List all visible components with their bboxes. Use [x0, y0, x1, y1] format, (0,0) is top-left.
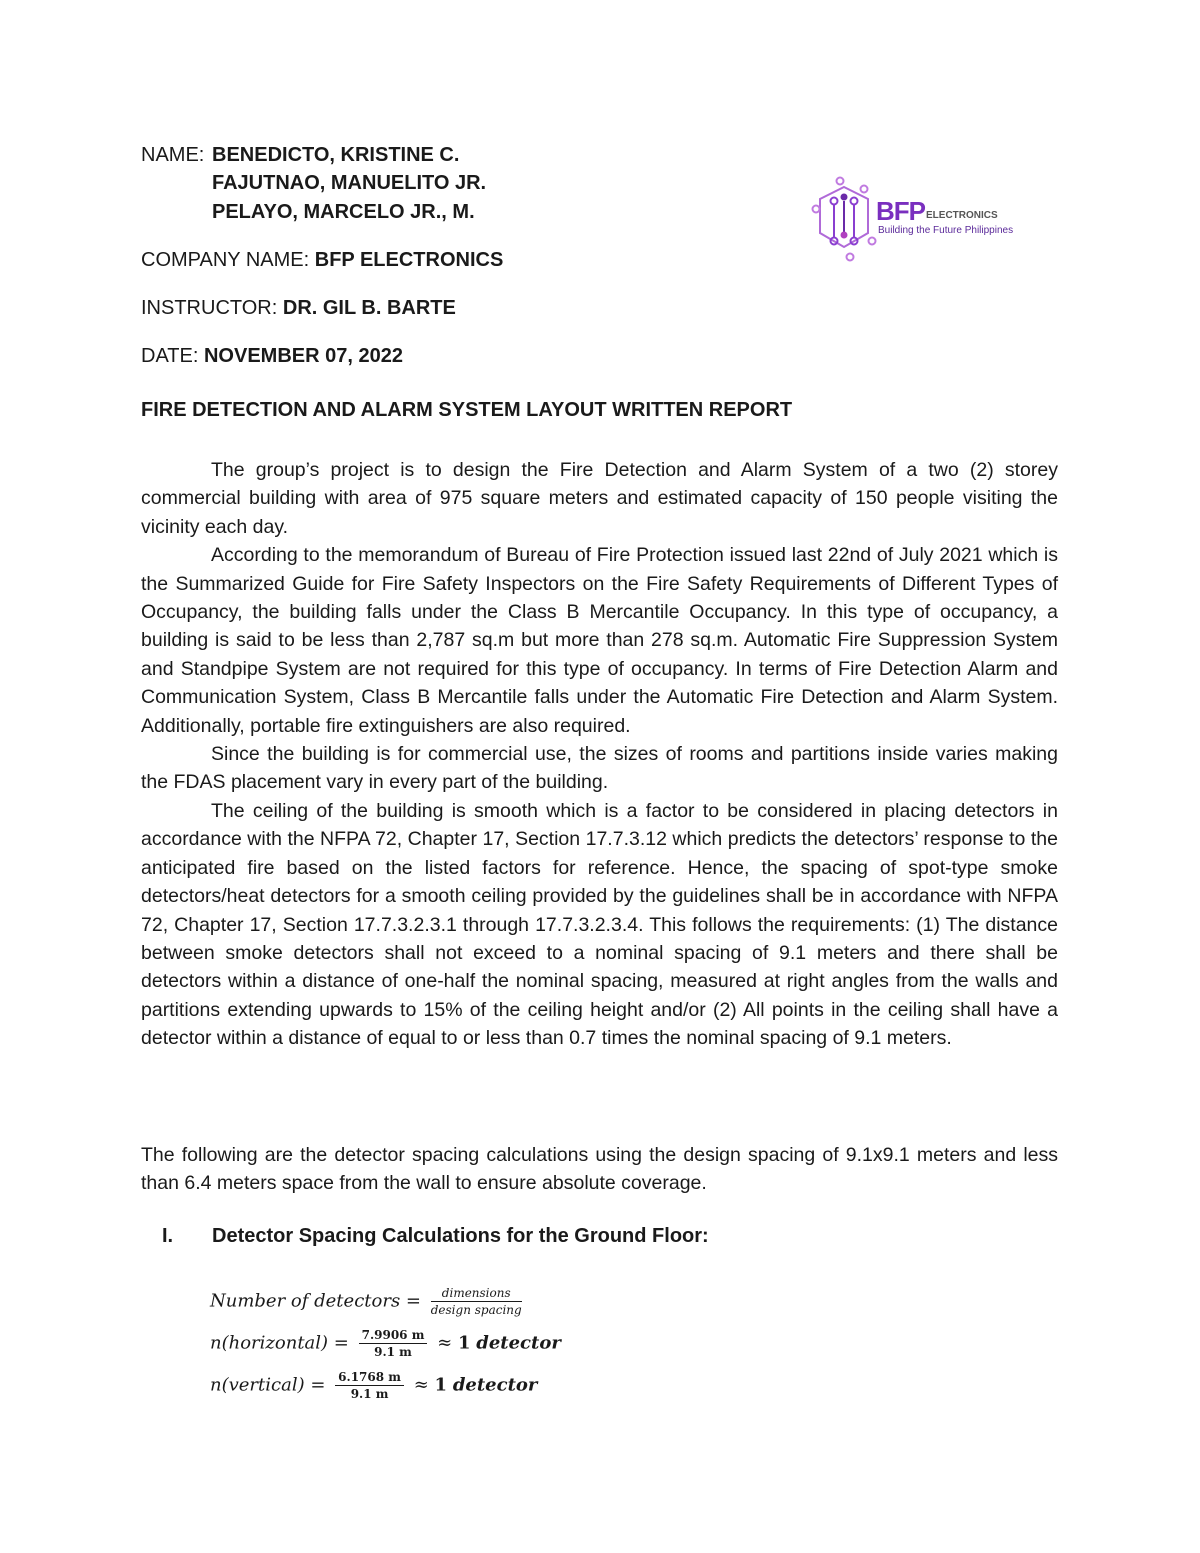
logo-brand-suffix: ELECTRONICS	[926, 210, 998, 221]
formula-1-denominator: design spacing	[430, 1303, 522, 1317]
company-label: COMPANY NAME:	[141, 249, 310, 271]
formula-3-approx: ≈	[413, 1374, 429, 1396]
report-title: FIRE DETECTION AND ALARM SYSTEM LAYOUT WRITTEN REPORT	[141, 399, 793, 421]
formula-3-unit: detector	[452, 1374, 538, 1396]
calc-intro	[141, 1141, 1058, 1198]
instructor-label: INSTRUCTOR:	[141, 297, 278, 319]
member-name-3: PELAYO, MARCELO JR., M.	[212, 201, 475, 223]
paragraph-3: Since the building is for commercial use, the sizes of rooms and partitions inside varies making the FDAS placement vary in every part of the building.	[141, 743, 1058, 794]
paragraph-2: According to the memorandum of Bureau of Fire Protection issued last 22nd of July 2021 which is the Summarized Guide for Fire Safety Inspectors on the Fire Safety Requirements of Different Types of Occupancy, the building falls under the Class B Mercantile Occupancy. In this type of occupancy, a building is said to be less than 2,787 sq.m but more than 278 sq.m. Automatic Fire Suppression System and Standpipe System are not required for this type of occupancy. In terms of Fire Detection Alarm and Communication System, Class B Mercantile falls under the Automatic Fire Detection and Alarm System. Additionally, portable fire extinguishers are also required.	[141, 544, 1058, 737]
formula-2-numerator: 7.9906 m	[359, 1328, 428, 1344]
section-heading	[162, 1225, 709, 1248]
formula-1-numerator: dimensions	[431, 1286, 522, 1302]
member-name-1: BENEDICTO, KRISTINE C.	[212, 144, 460, 166]
formula-2-count: 1	[457, 1332, 471, 1354]
member-name-2: FAJUTNAO, MANUELITO JR.	[212, 172, 487, 194]
name-label: NAME:	[141, 144, 205, 166]
logo-brand-text: BFP	[876, 196, 925, 226]
date-label: DATE:	[141, 345, 199, 367]
company-row	[141, 247, 503, 273]
date-row	[141, 343, 403, 369]
formula-number-of-detectors	[210, 1286, 526, 1317]
formula-3-lhs: n(vertical) =	[210, 1374, 326, 1396]
company-value: BFP ELECTRONICS	[314, 249, 504, 271]
section-title: Detector Spacing Calculations for the Ground Floor:	[212, 1225, 709, 1247]
calc-intro-text: The following are the detector spacing calculations using the design spacing of 9.1x9.1 meters and less than 6.4 meters space from the wall to ensure absolute coverage.	[141, 1144, 1058, 1195]
paragraph-4: The ceiling of the building is smooth which is a factor to be considered in placing detectors in accordance with the NFPA 72, Chapter 17, Section 17.7.3.12 which predicts the detectors’ response to the anticipated fire based on the listed factors for reference. Hence, the spacing of spot-type smoke detectors/heat detectors for a smooth ceiling provided by the guidelines shall be in accordance with NFPA 72, Chapter 17, Section 17.7.3.2.3.1 through 17.7.3.2.3.4. This follows the requirements: (1) The distance between smoke detectors shall not exceed to a nominal spacing of 9.1 meters and there shall be detectors within a distance of one-half the nominal spacing, measured at right angles from the walls and partitions extending upwards to 15% of the ceiling height and/or (2) All points in the ceiling shall have a detector within a distance of equal to or less than 0.7 times the nominal spacing of 9.1 meters.	[141, 799, 1058, 1050]
formula-1-fraction	[431, 1286, 522, 1317]
section-number: I.	[162, 1225, 174, 1247]
instructor-value: DR. GIL B. BARTE	[282, 297, 456, 319]
formula-3-fraction	[335, 1370, 404, 1401]
instructor-row	[141, 295, 456, 321]
formula-2-denominator: 9.1 m	[374, 1345, 412, 1359]
formula-2-fraction	[359, 1328, 428, 1359]
formula-3-denominator: 9.1 m	[350, 1387, 389, 1401]
date-value: NOVEMBER 07, 2022	[203, 345, 403, 367]
formula-2-approx: ≈	[437, 1332, 453, 1354]
formula-vertical	[210, 1370, 537, 1401]
formula-3-numerator: 6.1768 m	[335, 1370, 404, 1386]
formula-1-lhs: Number of detectors =	[210, 1290, 421, 1312]
logo-tagline: Building the Future Philippines	[878, 225, 1014, 236]
formula-2-unit: detector	[476, 1332, 561, 1354]
formula-horizontal	[210, 1328, 561, 1359]
report-body	[141, 456, 1058, 1053]
logo-brand	[876, 196, 998, 227]
formula-2-lhs: n(horizontal) =	[210, 1332, 349, 1354]
paragraph-1: The group’s project is to design the Fire Detection and Alarm System of a two (2) storey commercial building with area of 975 square meters and estimated capacity of 150 people visiting the vicinity each day.	[141, 459, 1058, 538]
name-row	[141, 142, 204, 168]
formula-3-count: 1	[434, 1374, 448, 1396]
